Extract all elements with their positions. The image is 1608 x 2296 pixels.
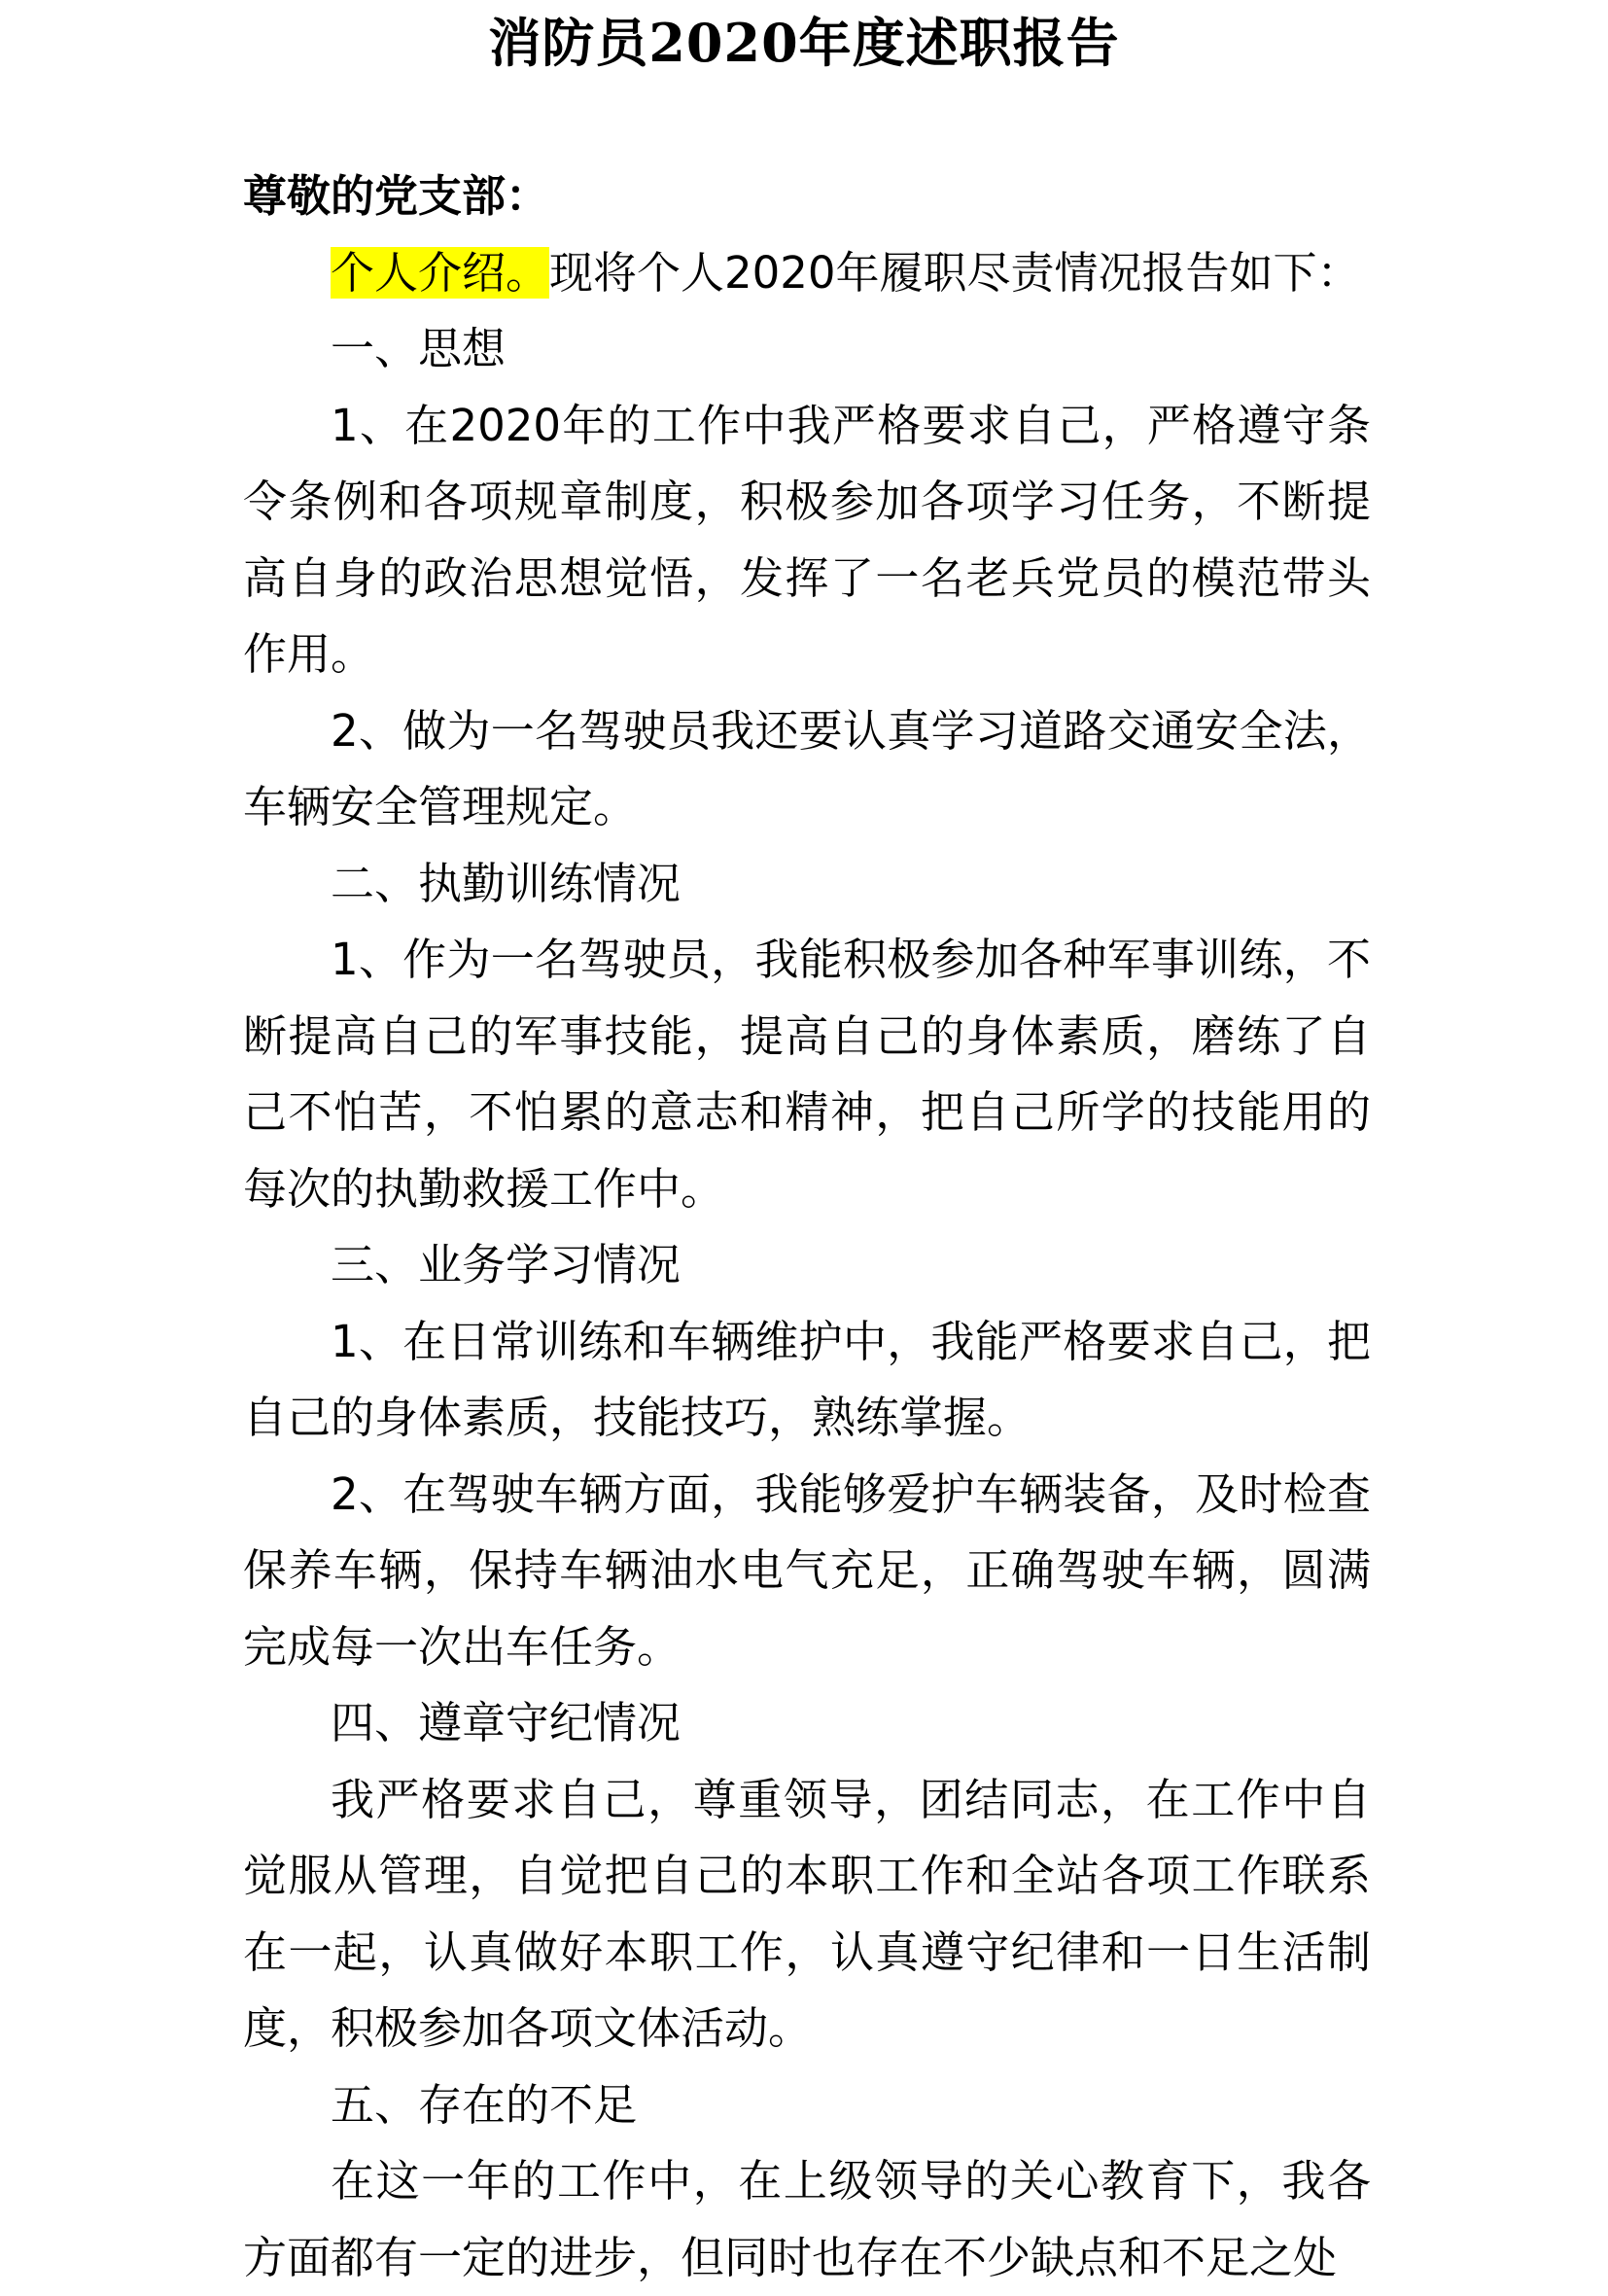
- paragraph-study-1: 1、在日常训练和车辆维护中，我能严格要求自己，把自己的身体素质，技能技巧，熟练掌握。: [243, 1315, 1371, 1443]
- salutation: 尊敬的党支部：: [243, 170, 550, 222]
- highlighted-intro: 个人介绍。: [331, 246, 550, 299]
- intro-text: 现将个人2020年履职尽责情况报告如下：: [549, 246, 1361, 299]
- paragraph-study-2: 2、在驾驶车辆方面，我能够爱护车辆装备，及时检查保养车辆，保持车辆油水电气充足，正确驾驶车辆，圆满完成每一次出车任务。: [243, 1467, 1371, 1673]
- section-heading-study: 三、业务学习情况: [331, 1239, 682, 1290]
- section-heading-duty-training: 二、执勤训练情况: [331, 857, 682, 909]
- section-heading-thought: 一、思想: [331, 323, 507, 374]
- document-title: 消防员2020年度述职报告: [488, 12, 1120, 74]
- paragraph-discipline: 我严格要求自己，尊重领导，团结同志，在工作中自觉服从管理，自觉把自己的本职工作和全站各项工作联系在一起，认真做好本职工作，认真遵守纪律和一日生活制度，积极参加各项文体活动。: [243, 1773, 1371, 2054]
- section-heading-shortcomings: 五、存在的不足: [331, 2078, 638, 2131]
- paragraph-thought-1: 1、在2020年的工作中我严格要求自己，严格遵守条令条例和各项规章制度，积极参加各项学习任务，不断提高自身的政治思想觉悟，发挥了一名老兵党员的模范带头作用。: [243, 399, 1371, 680]
- paragraph-duty-training-1: 1、作为一名驾驶员，我能积极参加各种军事训练，不断提高自己的军事技能，提高自己的身体素质，磨练了自己不怕苦，不怕累的意志和精神，把自己所学的技能用的每次的执勤救援工作中。: [243, 934, 1371, 1215]
- paragraph-shortcomings: 在这一年的工作中，在上级领导的关心教育下，我各方面都有一定的进步，但同时也存在不少缺点和不足之处: [243, 2155, 1371, 2283]
- section-heading-discipline: 四、遵章守纪情况: [331, 1697, 682, 1748]
- intro-paragraph: [243, 235, 1371, 312]
- paragraph-thought-2: 2、做为一名驾驶员我还要认真学习道路交通安全法，车辆安全管理规定。: [243, 704, 1371, 832]
- document-body: [243, 159, 1371, 2296]
